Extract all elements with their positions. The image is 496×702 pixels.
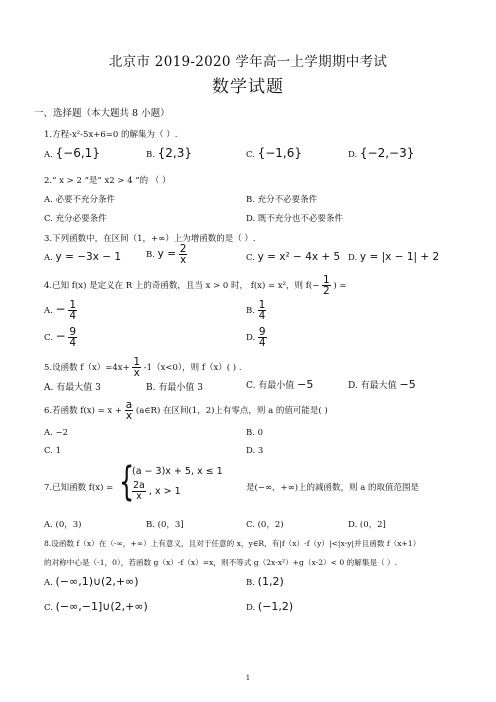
- option-label: A.: [44, 306, 53, 316]
- question-5-stem: [44, 357, 242, 378]
- fraction-numerator: 9: [69, 326, 77, 338]
- fraction-denominator: 4: [69, 310, 76, 322]
- option-label: C.: [44, 603, 53, 613]
- option-label: C.: [44, 333, 53, 343]
- question-2-stem: 2.“ x > 2 ”是“ x2 > 4 ”的 （ ）: [44, 176, 171, 186]
- question-3-option-c: [246, 251, 340, 263]
- fraction-denominator: 4: [69, 337, 77, 349]
- fraction-numerator: 2a: [133, 480, 145, 491]
- option-label: A.: [44, 578, 53, 588]
- stem-text: 5.设函数 f（x）=4x+: [44, 363, 130, 373]
- option-label: A.: [44, 253, 53, 263]
- fraction: [125, 400, 133, 421]
- question-1-option-d: [348, 146, 414, 160]
- question-8-stem-line-2: 的对称中心是（-1，0），若函数 g（x）-f（x）=x，则不等式 g（2x-x²）+g（x-2）< 0 的解集是（ ）.: [44, 558, 398, 567]
- option-label: D.: [348, 253, 358, 263]
- question-7-option-c: C. (0，2): [246, 520, 284, 530]
- question-1-option-a: [44, 146, 100, 160]
- question-2-option-a: A. 必要不充分条件: [44, 195, 116, 205]
- fraction-denominator: 2: [323, 285, 330, 297]
- option-value: (−1,2): [257, 600, 294, 613]
- option-label: C.: [246, 150, 255, 160]
- fraction: [258, 300, 267, 321]
- option-label: C.: [246, 253, 255, 263]
- question-5-option-b: B. 有最小值 3: [146, 383, 203, 393]
- question-5-option-a: A. 有最大值 3: [44, 383, 101, 393]
- stem-text: 4.已知 f(x) 是定义在 R 上的奇函数，且当 x > 0 时， f(x) = x²，则 f(−: [44, 281, 320, 291]
- question-7-option-a: A. (0，3): [44, 520, 82, 530]
- exam-title: 北京市 2019-2020 学年高一上学期期中考试: [108, 54, 388, 70]
- fraction-numerator: 1: [323, 274, 330, 286]
- case-condition: , x > 1: [148, 486, 181, 497]
- option-label: B.: [246, 306, 255, 316]
- question-1-option-c: [246, 146, 302, 160]
- question-6-option-d: D. 3: [246, 446, 264, 456]
- piecewise-brace-icon: {: [119, 459, 135, 505]
- question-4-option-a: [44, 300, 77, 321]
- question-3-option-d: [348, 251, 439, 263]
- question-6-stem: [44, 400, 328, 421]
- option-value: y = −3x − 1: [55, 251, 122, 263]
- question-1-option-b: [146, 146, 192, 160]
- fraction: [132, 357, 141, 378]
- option-label: A.: [44, 150, 53, 160]
- option-text: C. 有最小值: [246, 381, 295, 391]
- option-label: D.: [246, 603, 256, 613]
- fraction-denominator: x: [179, 254, 187, 266]
- fraction-denominator: x: [133, 367, 140, 379]
- question-6-option-c: C. 1: [44, 446, 62, 456]
- option-value: {2,3}: [157, 146, 193, 160]
- question-8-option-d: [246, 600, 293, 613]
- fraction-denominator: 4: [258, 310, 266, 322]
- question-2-option-c: C. 充分必要条件: [44, 214, 107, 224]
- page-number: 1: [245, 674, 251, 682]
- section-heading: 一、选择题（本大题共 8 小题）: [34, 108, 170, 119]
- option-value: {−1,6}: [257, 146, 303, 160]
- question-6-option-b: B. 0: [246, 428, 264, 438]
- stem-text: ) =: [333, 281, 347, 291]
- question-3-option-a: [44, 251, 121, 263]
- question-8-option-a: [44, 575, 139, 588]
- question-8-option-b: [246, 575, 284, 588]
- question-5-option-d: [348, 378, 416, 391]
- stem-text: (a∈R) 在区间(1，2)上有零点，则 a 的值可能是( ): [135, 406, 328, 416]
- question-1-stem: 1.方程-x²-5x+6=0 的解集为（ ）.: [44, 130, 178, 140]
- question-7-stem-tail: 是(−∞，+∞)上的减函数，则 a 的取值范围是: [246, 483, 420, 493]
- question-4-option-c: [44, 327, 77, 348]
- option-label: D.: [246, 333, 256, 343]
- fraction: [68, 300, 77, 321]
- fraction-numerator: 9: [258, 326, 266, 338]
- option-value: (−∞,−1]∪(2,+∞): [55, 600, 148, 613]
- question-7-option-b: B. (0，3]: [146, 520, 184, 530]
- question-4-option-b: [246, 300, 266, 321]
- option-value: {−2,−3}: [359, 146, 415, 160]
- question-4-stem: [44, 275, 347, 296]
- option-text: D. 有最大值: [348, 381, 397, 391]
- fraction: [179, 244, 188, 265]
- question-3-option-b: [146, 244, 187, 265]
- question-2-option-d: D. 既不充分也不必要条件: [246, 214, 343, 224]
- question-7-case-1: (a − 3)x + 5, x ≤ 1: [132, 466, 223, 477]
- fraction-denominator: 4: [258, 337, 266, 349]
- question-4-option-d: [246, 327, 267, 348]
- question-8-stem-line-1: 8.设函数 f（x）在（-∞，+∞）上有意义，且对于任意的 x，y∈R，有|f（x）-f（y）|<|x-y|并且函数 f（x+1）: [44, 539, 421, 548]
- option-value: (−∞,1)∪(2,+∞): [55, 575, 139, 588]
- option-label: B.: [146, 250, 155, 260]
- option-value: (1,2): [257, 575, 284, 588]
- fraction-denominator: x: [136, 491, 142, 502]
- fraction-denominator: x: [125, 410, 133, 422]
- option-value: −5: [297, 378, 314, 391]
- question-7-stem-lead: 7.已知函数 f(x) =: [44, 483, 114, 493]
- question-8-option-c: [44, 600, 148, 613]
- stem-text: -1（x<0），则 f（x）( ) .: [143, 363, 242, 373]
- exam-subtitle: 数学试题: [212, 77, 284, 97]
- stem-text: 6.若函数 f(x) = x +: [44, 406, 123, 416]
- question-3-stem: 3.下列函数中，在区间（1，+∞）上为增函数的是（ ）.: [44, 234, 256, 244]
- question-5-option-c: [246, 378, 313, 391]
- fraction: [132, 481, 146, 502]
- fraction: [322, 275, 331, 296]
- option-label: B.: [246, 578, 255, 588]
- question-6-option-a: A. −2: [44, 428, 69, 438]
- fraction: [258, 327, 267, 348]
- option-value: y =: [157, 248, 177, 260]
- fraction-numerator: 1: [69, 299, 76, 311]
- option-sign: −: [55, 302, 66, 316]
- option-value: y = x² − 4x + 5: [257, 251, 341, 263]
- fraction-numerator: a: [125, 399, 133, 411]
- question-2-option-b: B. 充分不必要条件: [246, 195, 318, 205]
- option-label: B.: [146, 150, 155, 160]
- fraction-numerator: 1: [133, 356, 141, 368]
- option-value: −5: [399, 378, 416, 391]
- option-sign: −: [55, 329, 66, 343]
- option-label: D.: [348, 150, 358, 160]
- option-value: {−6,1}: [55, 146, 100, 160]
- fraction-numerator: 1: [258, 299, 266, 311]
- question-7-case-2: [132, 481, 181, 502]
- fraction-numerator: 2: [179, 243, 187, 255]
- option-value: y = |x − 1| + 2: [359, 251, 440, 263]
- question-7-option-d: D. (0，2]: [348, 520, 386, 530]
- fraction: [68, 327, 77, 348]
